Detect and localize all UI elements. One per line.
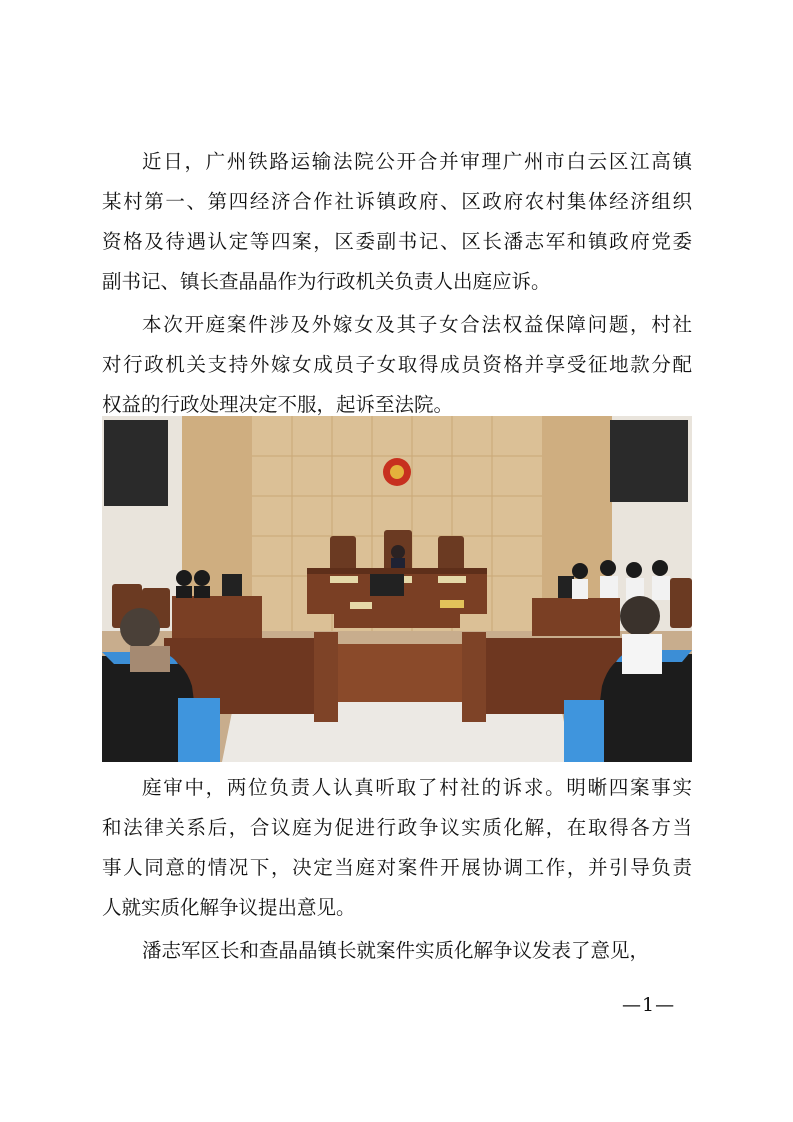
- right-screen: [610, 420, 688, 502]
- paragraph-line: 副书记、镇长查晶晶作为行政机关负责人出庭应诉。: [102, 270, 551, 293]
- paragraph-4: [102, 931, 692, 971]
- paragraph-line: 某村第一、第四经济合作社诉镇政府、区政府农村集体经济组织: [102, 190, 692, 213]
- paragraph-line: 本次开庭案件涉及外嫁女及其子女合法权益保障问题，村社: [142, 313, 692, 336]
- page-number: —1—: [622, 994, 676, 1016]
- courtroom-photo: [102, 416, 692, 762]
- paragraph-3: [102, 768, 692, 928]
- paragraph-line: 近日，广州铁路运输法院公开合并审理广州市白云区江高镇: [142, 150, 692, 173]
- paragraph-line: 事人同意的情况下，决定当庭对案件开展协调工作，并引导负责: [102, 856, 692, 879]
- paragraph-line: 权益的行政处理决定不服，起诉至法院。: [102, 393, 454, 416]
- defendant-desk: [532, 598, 620, 636]
- paragraph-line: 和法律关系后，合议庭为促进行政争议实质化解，在取得各方当: [102, 816, 692, 839]
- paragraph-line: 潘志军区长和查晶晶镇长就案件实质化解争议发表了意见，: [142, 939, 650, 962]
- paragraph-line: 资格及待遇认定等四案，区委副书记、区长潘志军和镇政府党委: [102, 230, 692, 253]
- plaintiff-desk: [172, 596, 262, 638]
- paragraph-2: [102, 305, 692, 425]
- paragraph-line: 对行政机关支持外嫁女成员子女取得成员资格并享受征地款分配: [102, 353, 692, 376]
- paragraph-line: 庭审中，两位负责人认真听取了村社的诉求。明晰四案事实: [142, 776, 692, 799]
- left-screen: [104, 420, 168, 506]
- paragraph-line: 人就实质化解争议提出意见。: [102, 896, 356, 919]
- paragraph-1: [102, 142, 692, 302]
